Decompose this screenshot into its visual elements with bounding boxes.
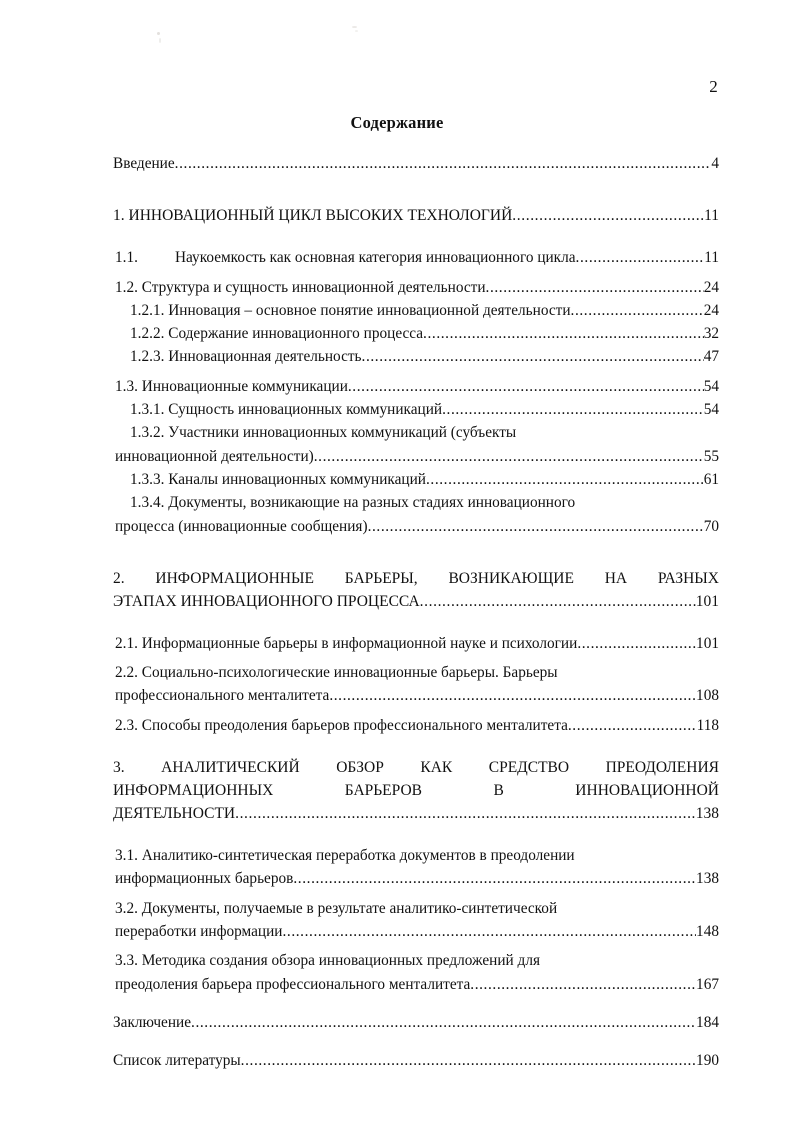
toc-entry-line-with-page [113,590,719,613]
toc-entry-page: 47 [703,348,719,366]
toc-entry-1-3-1[interactable] [130,402,719,417]
toc-entry-2-3[interactable] [115,718,719,733]
spacer [113,825,719,848]
toc-entry-label: информационных барьеров [115,870,294,888]
toc-entry-1-3-3[interactable] [130,472,719,487]
toc-entry-label: профессионального менталитета [115,687,330,705]
toc-entry-page: 11 [704,207,719,225]
toc-entry-chapter-3[interactable] [113,756,719,825]
dot-leader [470,977,696,992]
toc-entry-bibliography[interactable] [113,1053,719,1068]
dot-leader [241,1053,696,1068]
spacer [113,992,719,1015]
spacer [113,266,719,280]
toc-entry-page: 54 [703,401,719,419]
dot-leader [426,472,704,487]
toc-entry-label: Заключение [113,1013,192,1031]
toc-entry-label: 1.2.2. Содержание инновационного процесса [130,325,424,343]
toc-entry-page: 118 [696,716,719,734]
toc-entry-label: 1.3. Инновационные коммуникации [115,377,348,395]
toc-entry-line: 3.2. Документы, получаемые в результате аналитико-синтетической [115,899,558,917]
dot-leader [576,250,705,265]
toc-entry-text: Наукоемкость как основная категория инновационного цикла [175,249,576,267]
toc-entry-label: преодоления барьера профессионального менталитета [115,975,471,993]
dot-leader [442,402,704,417]
toc-entry-label: Список литературы [113,1052,241,1070]
spacer [113,651,719,665]
toc-entry-line-with-page [115,688,719,703]
toc-entry-label: 1.2.1. Инновация – основное понятие инновационной деятельности [130,301,571,319]
toc-entry-page: 11 [704,249,719,267]
toc-entry-label: 1.2. Структура и сущность инновационной деятельности [115,278,486,296]
dot-leader [568,718,697,733]
toc-entry-line: 1.3.2. Участники инновационных коммуникаций (субъекты [130,424,517,442]
toc-entry-label [115,250,576,265]
toc-entry-label: ЭТАПАХ ИННОВАЦИОННОГО ПРОЦЕССА [113,592,420,610]
toc-entry-page: 148 [696,922,719,940]
toc-entry-3-3[interactable] [113,953,719,992]
toc-entry-line-with-page [115,519,719,534]
toc-entry-line: 3.1. Аналитико-синтетическая переработка документов в преодолении [115,847,575,865]
scan-speck [355,30,358,32]
spacer [113,1030,719,1053]
dot-leader [423,326,704,341]
toc-entry-line: 3. АНАЛИТИЧЕСКИЙ ОБЗОР КАК СРЕДСТВО ПРЕОДОЛЕНИЯ [113,759,719,777]
toc-entry-label: переработки информации [115,922,283,940]
toc-entry-page: 108 [696,687,719,705]
toc-entry-1-2-2[interactable] [130,326,719,341]
toc-entry-1-1[interactable] [115,250,719,265]
spacer [113,534,719,567]
page-title: Содержание [350,113,444,132]
page-folio: 2 [709,77,718,96]
toc-entry-label: 1.3.3. Каналы инновационных коммуникаций [130,470,426,488]
toc-entry-page: 184 [696,1013,719,1031]
toc-entry-page: 4 [711,155,719,172]
toc-entry-line-with-page [115,977,719,992]
toc-entry-1-3[interactable] [115,379,719,394]
spacer [113,704,719,718]
toc-entry-page: 190 [696,1052,719,1070]
toc-entry-2-2[interactable] [113,665,719,704]
toc-entry-line: 2.2. Социально-психологические инновационные барьеры. Барьеры [115,664,558,682]
toc-entry-1-3-4[interactable] [113,495,719,534]
toc-entry-line: 2. ИНФОРМАЦИОННЫЕ БАРЬЕРЫ, ВОЗНИКАЮЩИЕ НА РАЗНЫХ [113,569,719,587]
dot-leader [191,1015,696,1030]
dot-leader [235,810,696,826]
toc-entry-number: 1.1. [115,249,138,267]
toc-entry-page: 32 [703,325,719,343]
toc-entry-label: 1.3.1. Сущность инновационных коммуникаций [130,401,443,419]
toc-entry-line-with-page [115,449,719,464]
toc-entry-line: 1.3.4. Документы, возникающие на разных стадиях инновационного [130,494,576,512]
spacer [113,227,719,250]
dot-leader [571,303,704,318]
toc-entry-conclusion[interactable] [113,1015,719,1030]
dot-leader [486,280,704,295]
toc-entry-label: 2.3. Способы преодоления барьеров профессионального менталитета [115,716,568,734]
toc-entry-1-2[interactable] [115,280,719,295]
toc-entry-line: ИНФОРМАЦИОННЫХ БАРЬЕРОВ В ИННОВАЦИОННОЙ [113,782,719,800]
dot-leader [175,156,712,171]
dot-leader [348,379,704,394]
scan-speck [352,26,357,28]
toc-entry-3-2[interactable] [113,901,719,940]
dot-leader [314,449,704,464]
toc-entry-introduction[interactable] [113,156,719,171]
toc-entry-page: 24 [703,301,719,319]
spacer [113,733,719,756]
toc-entry-label: ДЕЯТЕЛЬНОСТИ [113,805,236,823]
dot-leader [362,349,704,364]
spacer [113,613,719,636]
toc-entry-label: 1. ИННОВАЦИОННЫЙ ЦИКЛ ВЫСОКИХ ТЕХНОЛОГИЙ [113,207,513,225]
dot-leader [512,212,704,228]
toc-entry-line-with-page [115,871,719,886]
toc-entry-page: 101 [695,592,719,610]
toc-entry-1-2-1[interactable] [130,303,719,318]
toc-entry-page: 24 [703,278,719,296]
spacer [113,939,719,953]
dot-leader [420,597,696,613]
toc-entry-page: 138 [696,870,719,888]
toc-entry-page: 61 [703,470,719,488]
toc-entry-page: 70 [703,517,719,535]
toc-entry-label: инновационной деятельности) [115,447,314,465]
toc-entry-chapter-2[interactable] [113,567,719,613]
dot-leader [282,924,696,939]
table-of-contents [113,156,719,1068]
toc-entry-line-with-page [115,924,719,939]
toc-entry-label: 2.1. Информационные барьеры в информационной науке и психологии [115,634,578,652]
spacer [113,171,719,204]
toc-entry-page: 167 [696,975,719,993]
toc-entry-page: 101 [696,634,719,652]
toc-entry-line: 3.3. Методика создания обзора инновационных предложений для [115,952,540,970]
toc-entry-label: 1.2.3. Инновационная деятельность [130,348,362,366]
toc-entry-1-2-3[interactable] [130,349,719,364]
toc-entry-chapter-1[interactable] [113,204,719,227]
toc-entry-label: Введение [113,155,175,172]
dot-leader [368,519,704,534]
dot-leader [577,636,696,651]
toc-entry-3-1[interactable] [113,848,719,887]
scan-speck [159,38,161,43]
scan-speck [157,32,160,35]
spacer [113,365,719,379]
spacer [113,887,719,901]
toc-entry-page: 54 [703,377,719,395]
dot-leader [329,688,696,703]
toc-entry-1-3-2[interactable] [113,425,719,464]
toc-entry-2-1[interactable] [115,636,719,651]
toc-entry-line-with-page [113,802,719,825]
dot-leader [293,871,696,886]
toc-entry-label: процесса (инновационные сообщения) [115,517,368,535]
toc-entry-page: 138 [695,805,719,823]
toc-entry-page: 55 [703,447,719,465]
